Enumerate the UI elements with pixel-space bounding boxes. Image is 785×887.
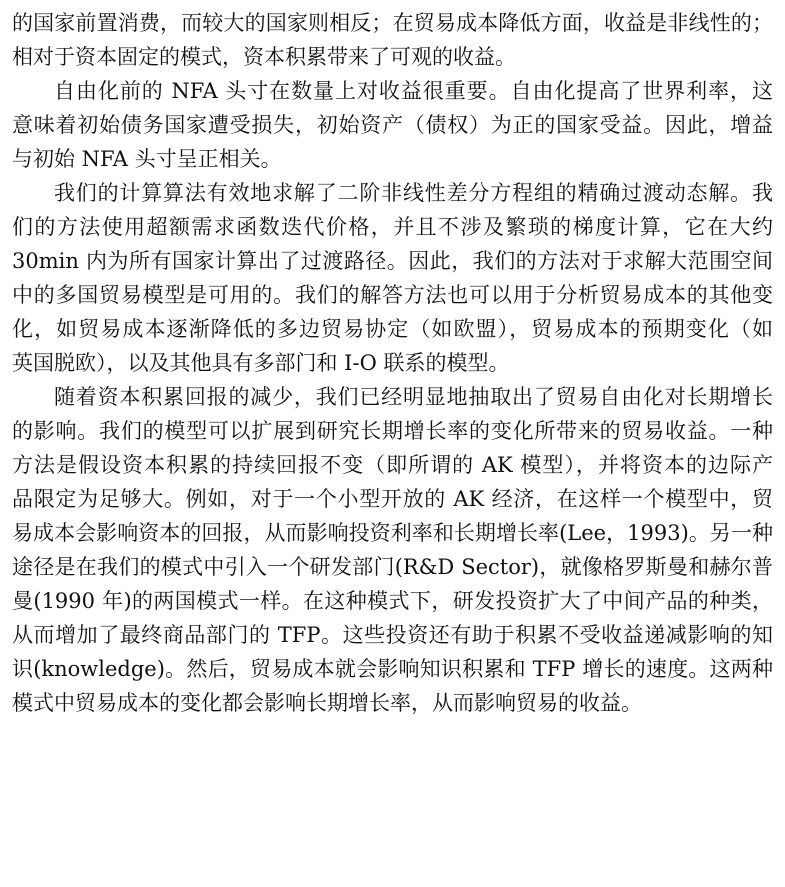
- paragraph-growth: [12, 380, 773, 720]
- text-line: 模式中贸易成本的变化都会影响长期增长率，从而影响贸易的收益。: [12, 691, 642, 715]
- text-line: 的影响。我们的模型可以扩展到研究长期增长率的变化所带来的贸易收益。一种: [12, 419, 773, 443]
- text-line: 途径是在我们的模式中引入一个研发部门(R&D Sector)，就像格罗斯曼和赫尔普: [12, 555, 773, 579]
- text-line: 的国家前置消费，而较大的国家则相反；在贸易成本降低方面，收益是非线性的；: [12, 11, 773, 35]
- text-line: 化，如贸易成本逐渐降低的多边贸易协定（如欧盟），贸易成本的预期变化（如: [12, 317, 773, 341]
- text-line: 曼(1990 年)的两国模式一样。在这种模式下，研发投资扩大了中间产品的种类，: [12, 589, 773, 613]
- paragraph-algorithm: [12, 176, 773, 380]
- paragraph-continuation: [12, 6, 773, 74]
- paragraph-nfa: [12, 74, 773, 176]
- text-line: 与初始 NFA 头寸呈正相关。: [12, 147, 282, 171]
- text-line: 我们的计算算法有效地求解了二阶非线性差分方程组的精确过渡动态解。我: [54, 181, 773, 205]
- text-line: 随着资本积累回报的减少，我们已经明显地抽取出了贸易自由化对长期增长: [54, 385, 773, 409]
- text-line: 英国脱欧），以及其他具有多部门和 I-O 联系的模型。: [12, 351, 510, 375]
- text-line: 从而增加了最终商品部门的 TFP。这些投资还有助于积累不受收益递减影响的知: [12, 623, 773, 647]
- text-line: 中的多国贸易模型是可用的。我们的解答方法也可以用于分析贸易成本的其他变: [12, 283, 773, 307]
- text-line: 30min 内为所有国家计算出了过渡路径。因此，我们的方法对于求解大范围空间: [12, 249, 773, 273]
- text-line: 意味着初始债务国家遭受损失，初始资产（债权）为正的国家受益。因此，增益: [12, 113, 773, 137]
- text-line: 们的方法使用超额需求函数迭代价格，并且不涉及繁琐的梯度计算，它在大约: [12, 215, 773, 239]
- text-line: 识(knowledge)。然后，贸易成本就会影响知识积累和 TFP 增长的速度。这两种: [12, 657, 773, 681]
- text-line: 相对于资本固定的模式，资本积累带来了可观的收益。: [12, 45, 516, 69]
- text-line: 自由化前的 NFA 头寸在数量上对收益很重要。自由化提高了世界利率，这: [54, 79, 773, 103]
- text-line: 易成本会影响资本的回报，从而影响投资利率和长期增长率(Lee，1993)。另一种: [12, 521, 773, 545]
- text-line: 方法是假设资本积累的持续回报不变（即所谓的 AK 模型），并将资本的边际产: [12, 453, 773, 477]
- text-line: 品限定为足够大。例如，对于一个小型开放的 AK 经济，在这样一个模型中，贸: [12, 487, 773, 511]
